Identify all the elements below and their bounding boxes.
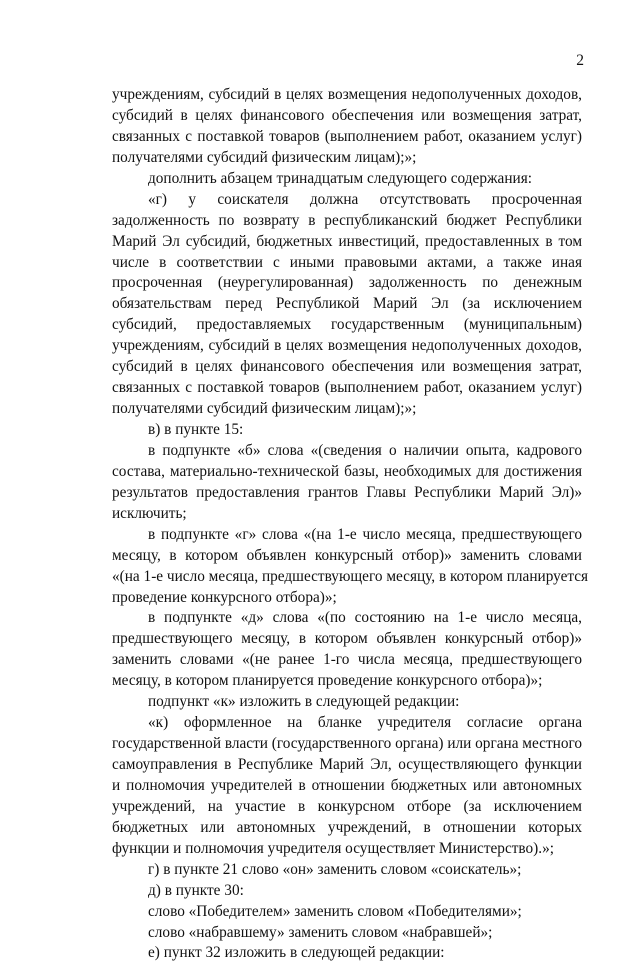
text-line: обязательствам перед Республикой Марий Эл (за исключением bbox=[112, 295, 582, 313]
text-line: субсидий в целях финансового обеспечения или возмещения затрат, bbox=[112, 106, 582, 124]
text-line: проведение конкурсного отбора)»; bbox=[112, 588, 337, 606]
text-line: получателями субсидий физическим лицам);»; bbox=[112, 148, 417, 166]
text-line: связанных с поставкой товаров (выполнением работ, оказанием услуг) bbox=[112, 379, 582, 397]
text-line: государственной власти (государственного органа) или органа местного bbox=[112, 735, 583, 753]
text-line: слово «набравшему» заменить словом «набравшей»; bbox=[148, 923, 493, 941]
text-line: подпункт «к» изложить в следующей редакции: bbox=[148, 693, 460, 711]
text-line: д) в пункте 30: bbox=[148, 881, 244, 899]
text-line: в подпункте «г» слова «(на 1-е число месяца, предшествующего bbox=[148, 525, 582, 543]
text-line: предшествующего месяцу, в котором объявлен конкурсный отбор)» bbox=[112, 630, 582, 648]
text-line: бюджетных или автономных учреждений, в отношении которых bbox=[112, 818, 582, 836]
text-line: задолженность по возврату в республиканский бюджет Республики bbox=[112, 211, 582, 229]
text-line: и полномочия учредителей в отношении бюджетных или автономных bbox=[112, 776, 582, 794]
text-line: самоуправления в Республике Марий Эл, осуществляющего функции bbox=[112, 756, 582, 773]
text-line: субсидий в целях финансового обеспечения или возмещения затрат, bbox=[112, 358, 582, 376]
text-line: связанных с поставкой товаров (выполнением работ, оказанием услуг) bbox=[112, 127, 582, 145]
text-line: состава, материально-технической базы, необходимых для достижения bbox=[112, 462, 582, 480]
text-line: е) пункт 32 изложить в следующей редакции: bbox=[148, 944, 445, 962]
text-line: заменить словами «(не ранее 1-го числа месяца, предшествующего bbox=[112, 651, 582, 669]
text-line: в подпункте «д» слова «(по состоянию на 1-е число месяца, bbox=[148, 609, 582, 627]
text-line: в) в пункте 15: bbox=[148, 421, 244, 438]
text-line: получателями субсидий физическим лицам);»; bbox=[112, 400, 417, 418]
text-line: «г) у соискателя должна отсутствовать просроченная bbox=[148, 190, 582, 208]
text-line: месяцу, в котором объявлен конкурсный отбор)» заменить словами bbox=[112, 546, 582, 564]
text-line: Марий Эл субсидий, бюджетных инвестиций, предоставленных в том bbox=[112, 232, 582, 250]
text-line: просроченная (неурегулированная) задолженность по денежным bbox=[112, 274, 582, 292]
text-line: учреждений, на участие в конкурсном отборе (за исключением bbox=[112, 797, 582, 815]
text-line: исключить; bbox=[112, 504, 187, 522]
text-line: учреждениям, субсидий в целях возмещения недополученных доходов, bbox=[112, 86, 582, 103]
text-line: дополнить абзацем тринадцатым следующего содержания: bbox=[148, 169, 532, 187]
text-line: в подпункте «б» слова «(сведения о наличии опыта, кадрового bbox=[148, 441, 582, 459]
text-line: учреждениям, субсидий в целях возмещения недополученных доходов, bbox=[112, 337, 582, 355]
text-line: «к) оформленное на бланке учредителя согласие органа bbox=[148, 714, 582, 732]
text-line: результатов предоставления грантов Главы Республики Марий Эл)» bbox=[112, 483, 582, 501]
page-number: 2 bbox=[576, 52, 584, 69]
text-line: г) в пункте 21 слово «он» заменить словом «соискатель»; bbox=[148, 860, 522, 878]
text-line: субсидий, предоставляемых государственным (муниципальным) bbox=[112, 316, 582, 334]
text-line: «(на 1-е число месяца, предшествующего месяцу, в котором планируется bbox=[112, 567, 589, 585]
text-line: месяцу, в котором планируется проведение конкурсного отбора)»; bbox=[112, 672, 543, 690]
text-line: слово «Победителем» заменить словом «Победителями»; bbox=[148, 902, 522, 920]
text-line: числе в соответствии с иными правовыми актами, а также иная bbox=[112, 253, 582, 271]
text-line: функции и полномочия учредителя осуществляет Министерство).»; bbox=[112, 839, 554, 857]
document-body bbox=[112, 85, 589, 964]
